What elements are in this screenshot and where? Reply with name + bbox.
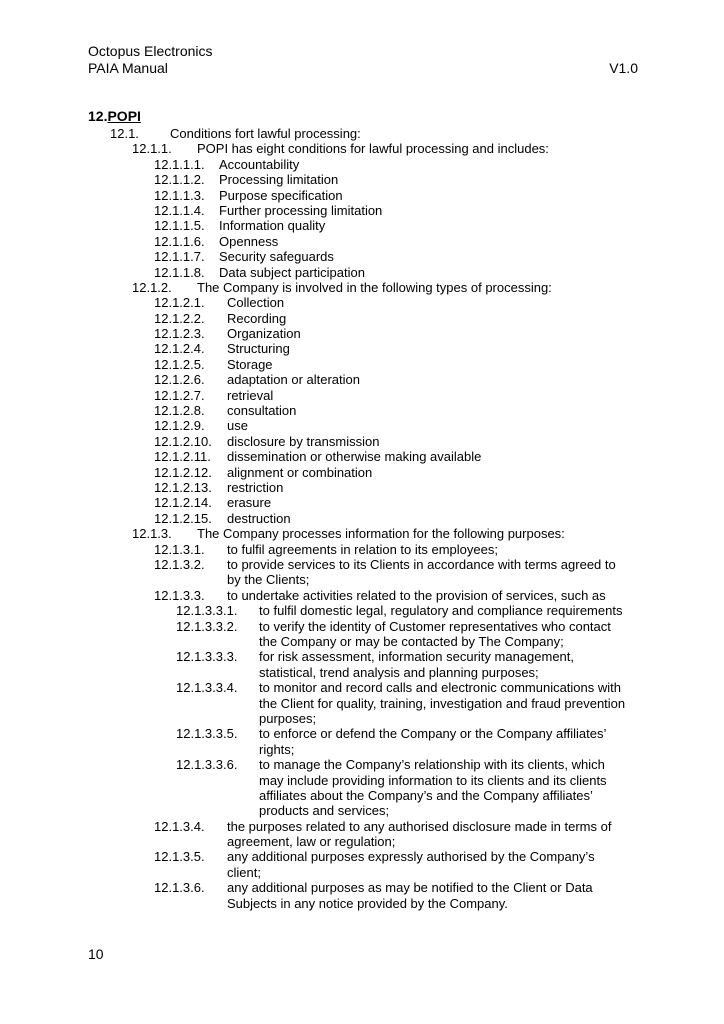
list-item bbox=[0, 388, 724, 403]
list-item bbox=[0, 526, 724, 541]
list-item-number: 12.1.3.2. bbox=[154, 556, 205, 572]
list-item bbox=[0, 819, 724, 850]
list-item-text-line: agreement, law or regulation; bbox=[227, 834, 396, 850]
list-item-number: 12.1.3.3.4. bbox=[176, 680, 238, 696]
list-item-text bbox=[227, 480, 283, 495]
list-item-text bbox=[227, 588, 606, 603]
list-item-text-line: to verify the identity of Customer representatives who contact bbox=[259, 618, 611, 634]
list-item-text-line: consultation bbox=[227, 403, 297, 419]
list-item-number: 12.1.3. bbox=[132, 526, 172, 542]
list-item bbox=[0, 326, 724, 341]
list-item-text bbox=[219, 218, 325, 233]
list-item bbox=[0, 557, 724, 588]
list-item-text bbox=[219, 157, 299, 172]
list-item-text bbox=[227, 372, 360, 387]
list-item bbox=[0, 449, 724, 464]
list-item-number: 12.1.2.11. bbox=[154, 449, 211, 465]
list-item-text bbox=[227, 403, 296, 418]
list-item-text-line: to monitor and record calls and electronic communications with bbox=[259, 680, 622, 696]
list-item bbox=[0, 649, 724, 680]
list-item-text-line: affiliates about the Company’s and the Company affiliates’ bbox=[259, 787, 593, 803]
list-item-number: 12.1.3.3.1. bbox=[176, 603, 238, 619]
list-item bbox=[0, 619, 724, 650]
list-item-text-line: may include providing information to its clients and its clients bbox=[259, 772, 607, 788]
list-item-text-line: Structuring bbox=[227, 341, 290, 357]
list-item bbox=[0, 726, 724, 757]
list-item-text-line: Recording bbox=[227, 310, 287, 326]
list-item-text-line: Further processing limitation bbox=[219, 202, 383, 218]
list-item-text bbox=[227, 819, 611, 850]
list-item-text-line: statistical, trend analysis and planning purposes; bbox=[259, 664, 539, 680]
list-item-text-line: Accountability bbox=[219, 156, 300, 172]
list-item-number: 12.1.3.3.2. bbox=[176, 618, 238, 634]
list-item-text-line: alignment or combination bbox=[227, 464, 373, 480]
list-item-number: 12.1.1.1. bbox=[154, 156, 205, 172]
list-item-text-line: disclosure by transmission bbox=[227, 433, 380, 449]
list-item-number: 12.1.1.7. bbox=[154, 249, 205, 265]
list-item-number: 12.1.2.15. bbox=[154, 510, 212, 526]
list-item-text bbox=[259, 680, 625, 726]
list-item-text-line: any additional purposes expressly authorised by the Company’s bbox=[227, 849, 595, 865]
list-item-number: 12.1.2.5. bbox=[154, 356, 205, 372]
list-item-text-line: Organization bbox=[227, 326, 301, 342]
list-item-text bbox=[227, 449, 481, 464]
list-item-text-line: Storage bbox=[227, 356, 273, 372]
list-item-number: 12.1.2.6. bbox=[154, 372, 205, 388]
section-number: 12. bbox=[88, 108, 108, 124]
list-item-text-line: the purposes related to any authorised disclosure made in terms of bbox=[227, 818, 612, 834]
list-item-number: 12.1.1.4. bbox=[154, 202, 205, 218]
list-item-number: 12.1.2.3. bbox=[154, 326, 205, 342]
list-item-text-line: Openness bbox=[219, 233, 279, 249]
list-item-text-line: Collection bbox=[227, 295, 285, 311]
list-item-number: 12.1.2.2. bbox=[154, 310, 205, 326]
list-item-text bbox=[227, 495, 271, 510]
list-item-text-line: POPI has eight conditions for lawful processing and includes: bbox=[197, 141, 549, 157]
list-item-text bbox=[227, 311, 286, 326]
list-item-number: 12.1.3.3.3. bbox=[176, 649, 238, 665]
list-item-text bbox=[227, 357, 273, 372]
list-item-text bbox=[219, 265, 365, 280]
list-item bbox=[0, 418, 724, 433]
list-item bbox=[0, 218, 724, 233]
list-item-number: 12.1.2.14. bbox=[154, 495, 212, 511]
section-title: POPI bbox=[107, 108, 141, 124]
list-item-text-line: use bbox=[227, 418, 248, 434]
list-item bbox=[0, 403, 724, 418]
list-item bbox=[0, 495, 724, 510]
list-item-number: 12.1.2.9. bbox=[154, 418, 205, 434]
list-item-number: 12.1.2.10. bbox=[154, 433, 212, 449]
list-item-text-line: products and services; bbox=[259, 803, 390, 819]
list-item-text bbox=[259, 726, 606, 757]
list-item-text bbox=[227, 557, 616, 588]
list-item-text-line: adaptation or alteration bbox=[227, 372, 360, 388]
list-item-text-line: Conditions fort lawful processing: bbox=[170, 126, 361, 141]
header-company-name: Octopus Electronics bbox=[88, 43, 213, 59]
list-item-text-line: purposes; bbox=[259, 710, 317, 726]
list-item bbox=[0, 141, 724, 156]
list-item-text-line: to fulfil domestic legal, regulatory and compliance requirements bbox=[259, 603, 623, 619]
list-item-number: 12.1.3.5. bbox=[154, 849, 205, 865]
list-item-text-line: The Company is involved in the following types of processing: bbox=[197, 279, 552, 295]
list-item-number: 12.1.2. bbox=[132, 279, 172, 295]
list-item-number: 12.1.2.13. bbox=[154, 479, 212, 495]
list-item-text bbox=[219, 249, 334, 264]
list-item bbox=[0, 280, 724, 295]
list-item-number: 12.1.1.3. bbox=[154, 187, 205, 203]
list-item-text-line: client; bbox=[227, 864, 261, 880]
list-item bbox=[0, 511, 724, 526]
list-item-number: 12.1.3.4. bbox=[154, 818, 205, 834]
list-item-text-line: Security safeguards bbox=[219, 249, 334, 265]
list-item-text-line: Purpose specification bbox=[219, 187, 343, 203]
list-item-number: 12.1. bbox=[110, 126, 139, 141]
list-item-text bbox=[197, 526, 565, 541]
list-item-text-line: any additional purposes as may be notified to the Client or Data bbox=[227, 880, 593, 896]
list-item bbox=[0, 849, 724, 880]
list-item-text bbox=[227, 880, 593, 911]
list-item-text bbox=[259, 619, 611, 650]
list-item-text bbox=[227, 542, 498, 557]
list-item-number: 12.1.1. bbox=[132, 141, 172, 157]
list-item-text-line: destruction bbox=[227, 510, 291, 526]
header-document-title: PAIA Manual bbox=[88, 60, 168, 76]
list-item-number: 12.1.1.2. bbox=[154, 172, 205, 188]
list-item-text-line: The Company processes information for the following purposes: bbox=[197, 526, 565, 542]
list-item-number: 12.1.1.6. bbox=[154, 233, 205, 249]
list-item-text-line: for risk assessment, information security management, bbox=[259, 649, 575, 665]
list-item-text bbox=[219, 203, 382, 218]
list-item-text-line: to fulfil agreements in relation to its employees; bbox=[227, 541, 498, 557]
list-item-number: 12.1.1.5. bbox=[154, 218, 205, 234]
list-item-text bbox=[227, 388, 273, 403]
list-item-text bbox=[227, 434, 379, 449]
list-item bbox=[0, 434, 724, 449]
list-item-number: 12.1.2.1. bbox=[154, 295, 205, 311]
list-item-text bbox=[227, 511, 291, 526]
list-item-text bbox=[170, 126, 361, 141]
list-item bbox=[0, 542, 724, 557]
list-item-text bbox=[219, 188, 343, 203]
list-item-text bbox=[259, 757, 607, 819]
list-item-text-line: retrieval bbox=[227, 387, 274, 403]
list-item bbox=[0, 588, 724, 603]
header-version: V1.0 bbox=[609, 60, 638, 76]
list-item-number: 12.1.3.3.5. bbox=[176, 726, 238, 742]
list-item-text-line: to enforce or defend the Company or the Company affiliates’ bbox=[259, 726, 607, 742]
list-item-text-line: Processing limitation bbox=[219, 172, 339, 188]
list-item-number: 12.1.3.3.6. bbox=[176, 757, 238, 773]
list-item-text bbox=[259, 649, 574, 680]
list-item-number: 12.1.3.6. bbox=[154, 880, 205, 896]
list-item-text-line: erasure bbox=[227, 495, 272, 511]
list-item bbox=[0, 757, 724, 819]
list-item-number: 12.1.2.7. bbox=[154, 387, 205, 403]
list-item bbox=[0, 465, 724, 480]
list-item-text-line: dissemination or otherwise making available bbox=[227, 449, 482, 465]
list-item bbox=[0, 603, 724, 618]
list-item-text-line: to provide services to its Clients in accordance with terms agreed to bbox=[227, 556, 616, 572]
list-item-text-line: Data subject participation bbox=[219, 264, 365, 280]
list-item bbox=[0, 357, 724, 372]
list-item-text bbox=[259, 603, 622, 618]
list-item-text-line: Subjects in any notice provided by the Company. bbox=[227, 895, 508, 911]
list-item bbox=[0, 126, 724, 141]
list-item-number: 12.1.2.12. bbox=[154, 464, 212, 480]
list-item-text bbox=[227, 465, 372, 480]
list-item-text bbox=[227, 326, 301, 341]
list-item bbox=[0, 311, 724, 326]
list-item-text bbox=[219, 234, 278, 249]
section-body bbox=[0, 126, 724, 911]
list-item-text bbox=[197, 280, 552, 295]
list-item bbox=[0, 372, 724, 387]
section-heading bbox=[88, 108, 141, 125]
list-item bbox=[0, 234, 724, 249]
list-item-text-line: Information quality bbox=[219, 218, 326, 234]
list-item-text bbox=[227, 418, 248, 433]
list-item bbox=[0, 188, 724, 203]
list-item-text-line: the Company or may be contacted by The Company; bbox=[259, 633, 564, 649]
page-number: 10 bbox=[88, 946, 104, 962]
list-item-text-line: the Client for quality, training, investigation and fraud prevention bbox=[259, 695, 626, 711]
list-item bbox=[0, 265, 724, 280]
list-item-text-line: restriction bbox=[227, 479, 284, 495]
list-item-text bbox=[227, 295, 284, 310]
list-item bbox=[0, 480, 724, 495]
list-item bbox=[0, 680, 724, 726]
list-item bbox=[0, 203, 724, 218]
list-item-number: 12.1.2.8. bbox=[154, 403, 205, 419]
list-item-text-line: by the Clients; bbox=[227, 572, 310, 588]
list-item bbox=[0, 157, 724, 172]
list-item bbox=[0, 295, 724, 310]
list-item-text bbox=[219, 172, 338, 187]
list-item-number: 12.1.2.4. bbox=[154, 341, 205, 357]
list-item-text bbox=[227, 849, 595, 880]
list-item bbox=[0, 880, 724, 911]
list-item bbox=[0, 341, 724, 356]
list-item-number: 12.1.3.3. bbox=[154, 587, 205, 603]
list-item bbox=[0, 249, 724, 264]
list-item bbox=[0, 172, 724, 187]
list-item-text bbox=[197, 141, 549, 156]
list-item-text-line: to undertake activities related to the provision of services, such as bbox=[227, 587, 606, 603]
list-item-number: 12.1.1.8. bbox=[154, 264, 205, 280]
list-item-text-line: rights; bbox=[259, 741, 295, 757]
list-item-text-line: to manage the Company’s relationship with its clients, which bbox=[259, 757, 605, 773]
list-item-text bbox=[227, 341, 290, 356]
list-item-number: 12.1.3.1. bbox=[154, 541, 205, 557]
